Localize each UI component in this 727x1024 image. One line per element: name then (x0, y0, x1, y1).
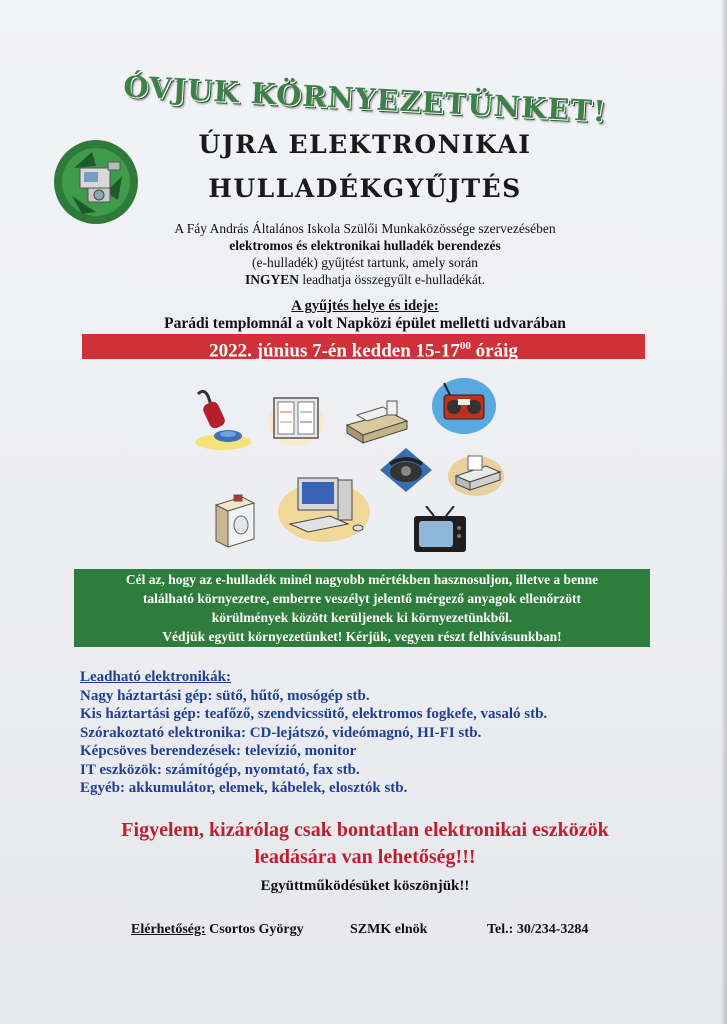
radio-icon (430, 375, 498, 437)
poster-title: ÓVJUK KÖRNYEZETÜNKET! (122, 69, 608, 129)
intro-free-word: INGYEN (245, 272, 300, 287)
warning-line-2: leadására van lehetőség!!! (254, 846, 476, 868)
warning-notice (80, 817, 650, 871)
intro-text (130, 220, 600, 288)
list-item: Nagy háztartási gép: sütő, hűtő, mosógép stb. (80, 687, 370, 704)
subtitle-line-1: ÚJRA ELEKTRONIKAI (198, 130, 532, 159)
intro-line-1: A Fáy András Általános Iskola Szülői Munkaközössége szervezésében (174, 221, 556, 236)
intro-line-2: elektromos és elektronikai hulladék berendezés (229, 238, 501, 253)
printer-icon (446, 450, 506, 498)
intro-line-4 (130, 271, 600, 288)
television-icon (410, 506, 470, 554)
thanks-text: Együttműködésüket köszönjük!! (260, 878, 470, 894)
list-item: Szórakoztató elektronika: CD-lejátszó, videómagnó, HI-FI stb. (80, 724, 482, 741)
date-sup: 00 (459, 340, 471, 352)
contact-label: Elérhetőség: (131, 922, 206, 937)
message-line-4: Védjük együtt környezetünket! Kérjük, vegyen részt felhívásunkban! (162, 629, 562, 644)
collection-place: Parádi templomnál a volt Napközi épület melletti udvarában (164, 315, 566, 332)
refrigerator-icon (266, 390, 326, 448)
message-line-1: Cél az, hogy az e-hulladék minél nagyobb mértékben hasznosuljon, illetve a benne (125, 572, 599, 587)
subtitle-line-2: HULLADÉKGYŰJTÉS (208, 174, 522, 203)
collection-heading: A gyűjtés helye és ideje: (291, 298, 439, 314)
recycling-logo (52, 138, 140, 226)
telephone-icon (376, 444, 436, 496)
list-item: IT eszközök: számítógép, nyomtató, fax stb. (80, 761, 360, 778)
washing-machine-icon (208, 491, 260, 551)
message-line-3: körülmények között kerüljenek ki környezetünkből. (211, 610, 513, 625)
message-box (74, 569, 650, 647)
list-item: Egyéb: akkumulátor, elemek, kábelek, elosztók stb. (80, 780, 408, 796)
message-line-2: található környezetre, emberre veszélyt jelentő mérgező anyagok ellenőrzött (142, 591, 582, 606)
scanner-icon (343, 395, 411, 447)
warning-line-1: Figyelem, kizárólag csak bontatlan elektronikai eszközök (121, 819, 609, 841)
footer-contact (131, 922, 304, 938)
intro-line-4-rest: leadhatja összegyűlt e-hulladékát. (299, 272, 485, 287)
date-end: óráig (470, 340, 518, 362)
list-item: Képcsöves berendezések: televízió, monitor (80, 743, 357, 759)
contact-name: Csortos György (205, 922, 304, 937)
paper-edge-shadow (721, 0, 727, 1024)
footer-role: SZMK elnök (350, 922, 428, 937)
accepted-electronics-list (80, 668, 680, 798)
list-item: Kis háztartási gép: teafőző, szendvicssütő, elektromos fogkefe, vasaló stb. (80, 706, 548, 722)
intro-line-3: (e-hulladék) gyűjtést tartunk, amely során (251, 255, 479, 270)
footer-phone: Tel.: 30/234-3284 (487, 922, 589, 937)
vacuum-cleaner-icon (188, 386, 258, 456)
computer-icon (276, 470, 372, 546)
list-heading: Leadható elektronikák: (80, 669, 231, 685)
date-main: 2022. június 7-én kedden 15-17 (209, 340, 460, 362)
collection-date-bar (82, 334, 645, 362)
